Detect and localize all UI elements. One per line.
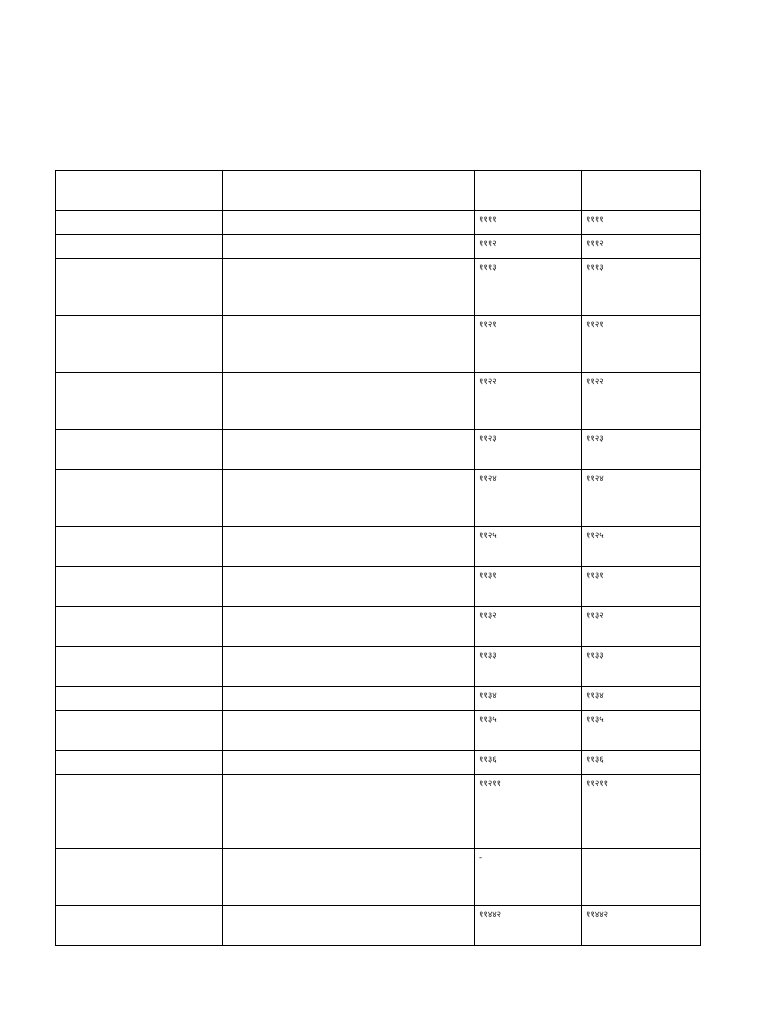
table-row <box>56 647 701 687</box>
table-row <box>56 775 701 849</box>
revenue-heading-cell <box>56 687 223 711</box>
revenue-heading-cell <box>56 567 223 607</box>
description-cell <box>223 259 475 316</box>
header-description <box>223 171 475 211</box>
table-row <box>56 711 701 751</box>
old-revenue-code-cell: ११२११ <box>475 775 582 849</box>
header-new-revenue-code <box>582 171 701 211</box>
table-row <box>56 751 701 775</box>
old-revenue-code-cell: ११३४ <box>475 687 582 711</box>
new-revenue-code-cell: ११२३ <box>582 430 701 470</box>
table-row <box>56 316 701 373</box>
description-cell <box>223 687 475 711</box>
new-revenue-code-cell: १११२ <box>582 235 701 259</box>
old-revenue-code-cell: ११३१ <box>475 567 582 607</box>
revenue-heading-cell <box>56 259 223 316</box>
table-row <box>56 906 701 946</box>
new-revenue-code-cell: ११३४ <box>582 687 701 711</box>
table-row <box>56 527 701 567</box>
description-cell <box>223 211 475 235</box>
old-revenue-code-cell: - <box>475 849 582 906</box>
new-revenue-code-cell: ११२५ <box>582 527 701 567</box>
table-header-row <box>56 171 701 211</box>
revenue-heading-cell <box>56 373 223 430</box>
old-revenue-code-cell: १११२ <box>475 235 582 259</box>
new-revenue-code-cell: ११२२ <box>582 373 701 430</box>
revenue-heading-cell <box>56 316 223 373</box>
new-revenue-code-cell: ११३५ <box>582 711 701 751</box>
revenue-code-table <box>55 170 701 946</box>
new-revenue-code-cell: ११२४ <box>582 470 701 527</box>
revenue-heading-cell <box>56 211 223 235</box>
description-cell <box>223 711 475 751</box>
page-title <box>0 113 768 131</box>
description-cell <box>223 849 475 906</box>
header-old-revenue-code <box>475 171 582 211</box>
revenue-heading-cell <box>56 235 223 259</box>
table-row <box>56 211 701 235</box>
description-cell <box>223 906 475 946</box>
table-row <box>56 373 701 430</box>
description-cell <box>223 235 475 259</box>
table-row <box>56 687 701 711</box>
new-revenue-code-cell: ११३६ <box>582 751 701 775</box>
description-cell <box>223 647 475 687</box>
old-revenue-code-cell: ११११ <box>475 211 582 235</box>
revenue-heading-cell <box>56 711 223 751</box>
revenue-heading-cell <box>56 906 223 946</box>
description-cell <box>223 470 475 527</box>
table-row <box>56 235 701 259</box>
table-row <box>56 607 701 647</box>
table-row <box>56 430 701 470</box>
revenue-heading-cell <box>56 607 223 647</box>
old-revenue-code-cell: ११२५ <box>475 527 582 567</box>
old-revenue-code-cell: ११२४ <box>475 470 582 527</box>
description-cell <box>223 751 475 775</box>
old-revenue-code-cell: ११४४२ <box>475 906 582 946</box>
old-revenue-code-cell: १११३ <box>475 259 582 316</box>
old-revenue-code-cell: ११३२ <box>475 607 582 647</box>
description-cell <box>223 567 475 607</box>
new-revenue-code-cell: ११३२ <box>582 607 701 647</box>
description-cell <box>223 373 475 430</box>
old-revenue-code-cell: ११३३ <box>475 647 582 687</box>
new-revenue-code-cell: ११११ <box>582 211 701 235</box>
description-cell <box>223 775 475 849</box>
description-cell <box>223 430 475 470</box>
revenue-heading-cell <box>56 527 223 567</box>
old-revenue-code-cell: ११२१ <box>475 316 582 373</box>
description-cell <box>223 527 475 567</box>
old-revenue-code-cell: ११३५ <box>475 711 582 751</box>
new-revenue-code-cell: ११२११ <box>582 775 701 849</box>
description-cell <box>223 607 475 647</box>
old-revenue-code-cell: ११२२ <box>475 373 582 430</box>
revenue-heading-cell <box>56 470 223 527</box>
table-row <box>56 849 701 906</box>
header-revenue-heading <box>56 171 223 211</box>
old-revenue-code-cell: ११२३ <box>475 430 582 470</box>
new-revenue-code-cell: १११३ <box>582 259 701 316</box>
revenue-heading-cell <box>56 751 223 775</box>
revenue-heading-cell <box>56 849 223 906</box>
revenue-heading-cell <box>56 430 223 470</box>
new-revenue-code-cell: ११४४२ <box>582 906 701 946</box>
table-row <box>56 567 701 607</box>
new-revenue-code-cell: ११३१ <box>582 567 701 607</box>
table-row <box>56 470 701 527</box>
new-revenue-code-cell <box>582 849 701 906</box>
description-cell <box>223 316 475 373</box>
revenue-heading-cell <box>56 775 223 849</box>
table-row <box>56 259 701 316</box>
table-body <box>56 211 701 946</box>
new-revenue-code-cell: ११२१ <box>582 316 701 373</box>
revenue-heading-cell <box>56 647 223 687</box>
old-revenue-code-cell: ११३६ <box>475 751 582 775</box>
new-revenue-code-cell: ११३३ <box>582 647 701 687</box>
